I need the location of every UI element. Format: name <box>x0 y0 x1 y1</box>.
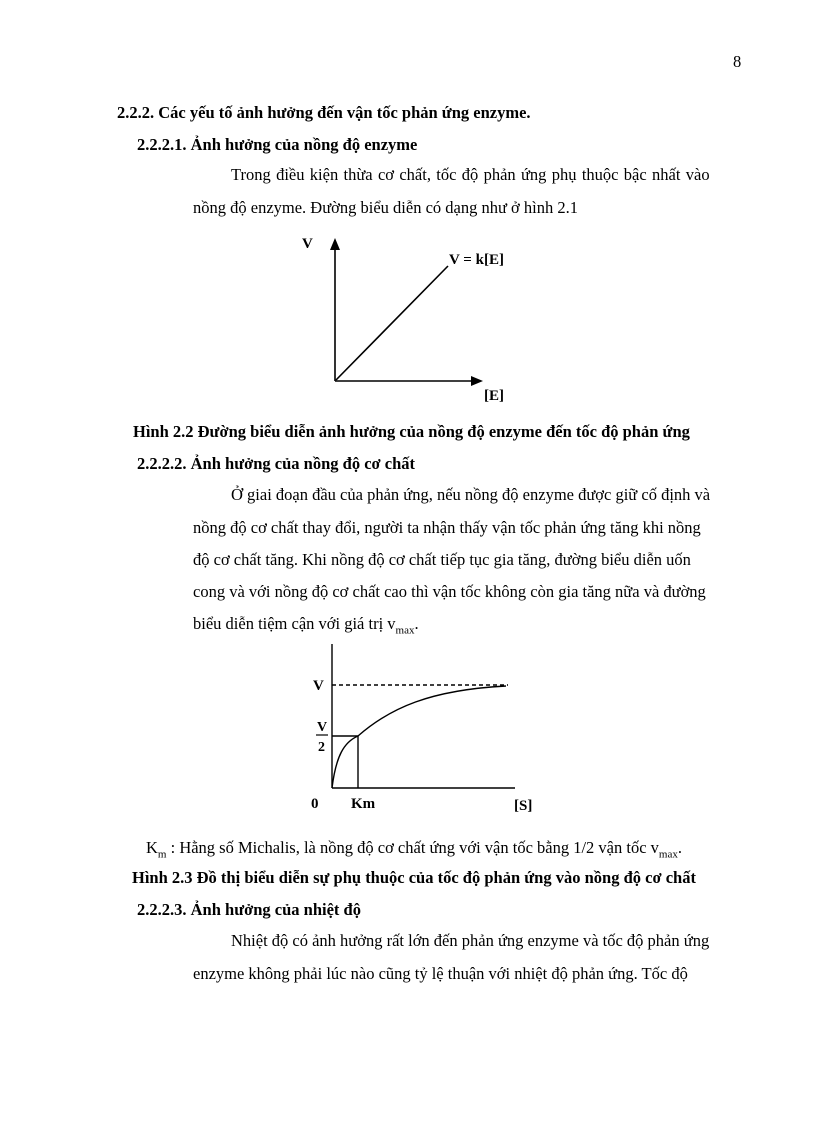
subsection-heading-substrate: 2.2.2.2. Ảnh hưởng của nồng độ cơ chất <box>137 454 416 473</box>
figure-caption: Hình 2.3 Đồ thị biểu diễn sự phụ thuộc của tốc độ phản ứng vào nồng độ cơ chất <box>132 868 696 887</box>
km-symbol: K <box>146 838 158 857</box>
note-text: : Hằng số Michalis, là nồng độ cơ chất ứng với vận tốc bằng 1/2 vận tốc v <box>166 838 659 857</box>
paragraph-line: enzyme không phải lúc nào cũng tỷ lệ thuận với nhiệt độ phản ứng. Tốc độ <box>193 964 688 983</box>
paragraph-line: độ cơ chất tăng. Khi nồng độ cơ chất tiếp tục gia tăng, đường biểu diễn uốn <box>193 550 691 569</box>
page-number: 8 <box>733 52 742 71</box>
period: . <box>414 614 419 633</box>
section-heading: 2.2.2. Các yếu tố ảnh hưởng đến vận tốc phản ứng enzyme. <box>117 103 531 122</box>
paragraph-line: Ở giai đoạn đầu của phản ứng, nếu nồng độ enzyme được giữ cố định và <box>231 485 711 504</box>
subsection-heading-enzyme: 2.2.2.1. Ảnh hưởng của nồng độ enzyme <box>137 135 418 154</box>
figure-caption: Hình 2.2 Đường biểu diễn ảnh hưởng của nồng độ enzyme đến tốc độ phản ứng <box>133 422 690 441</box>
y-axis-arrow <box>330 238 340 250</box>
paragraph-line: cong và với nồng độ cơ chất cao thì vận tốc không còn gia tăng nữa và đường <box>193 582 706 601</box>
figure-enzyme-linear <box>290 228 530 408</box>
subscript: max <box>395 624 415 637</box>
subscript: max <box>658 848 678 861</box>
y-axis-label: V <box>313 678 324 694</box>
half-v-denominator: 2 <box>318 740 325 755</box>
km-note <box>146 838 682 860</box>
origin-label: 0 <box>311 796 319 812</box>
paragraph-text: Trong điều kiện thừa cơ chất, tốc độ phản ứng phụ thuộc bậc nhất vào <box>231 165 710 184</box>
paragraph-line: nồng độ cơ chất thay đổi, người ta nhận thấy vận tốc phản ứng tăng khi nồng <box>193 518 701 537</box>
x-axis-label: [S] <box>514 798 533 814</box>
paragraph-line: nồng độ enzyme. Đường biểu diễn có dạng như ở hình 2.1 <box>193 198 578 217</box>
paragraph-line: Nhiệt độ có ảnh hưởng rất lớn đến phản ứng enzyme và tốc độ phản ứng <box>231 931 710 950</box>
equation-label: V = k[E] <box>449 252 504 268</box>
paragraph-line <box>193 614 419 636</box>
x-axis-label: [E] <box>484 388 504 404</box>
period: . <box>677 838 682 857</box>
paragraph-line <box>231 165 742 185</box>
subsection-heading-temperature: 2.2.2.3. Ảnh hưởng của nhiệt độ <box>137 900 361 919</box>
x-axis-arrow <box>471 376 483 386</box>
linear-curve <box>336 266 448 380</box>
half-v-numerator: V <box>317 720 328 735</box>
y-axis-label: V <box>302 236 313 252</box>
figure-substrate-curve <box>300 638 540 818</box>
paragraph-text: biểu diễn tiệm cận với giá trị v <box>193 614 396 633</box>
subscript: m <box>157 848 167 861</box>
km-label: Km <box>351 796 376 812</box>
